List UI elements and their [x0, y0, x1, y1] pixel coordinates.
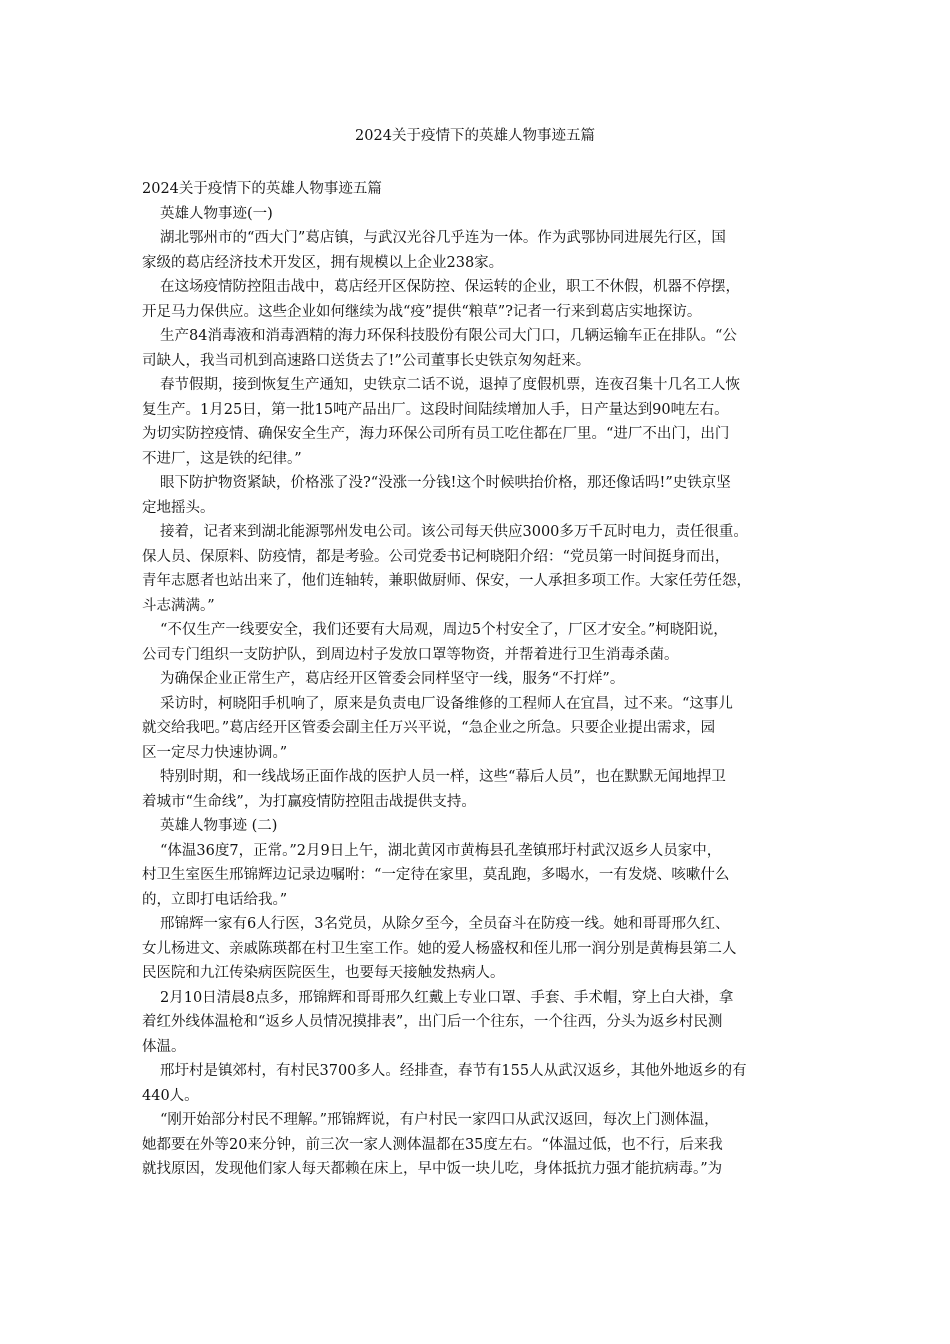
body-line: 村卫生室医生邢锦辉边记录边嘱咐：“一定待在家里，莫乱跑，多喝水，一有发烧、咳嗽什么: [142, 867, 730, 883]
body-line: 着红外线体温枪和“返乡人员情况摸排表”，出门后一个往东，一个往西，分头为返乡村民测: [142, 1014, 723, 1030]
body-line: 生产84消毒液和消毒酒精的海力环保科技股份有限公司大门口，几辆运输车正在排队。“公: [160, 328, 737, 344]
body-line: 采访时，柯晓阳手机响了，原来是负责电厂设备维修的工程师人在宜昌，过不来。“这事儿: [160, 695, 733, 712]
document-title: 2024关于疫情下的英雄人物事迹五篇: [355, 128, 595, 144]
body-line: 定地摇头。: [142, 499, 215, 516]
body-line: 2月10日清晨8点多，邢锦辉和哥哥邢久红戴上专业口罩、手套、手术帽，穿上白大褂，拿: [160, 989, 734, 1006]
body-line: 不进厂，这是铁的纪律。”: [142, 450, 302, 467]
body-line: 公司专门组织一支防护队，到周边村子发放口罩等物资，并帮着进行卫生消毒杀菌。: [142, 646, 679, 663]
body-line: 斗志满满。”: [142, 597, 215, 614]
body-line: 接着，记者来到湖北能源鄂州发电公司。该公司每天供应3000多万千瓦时电力，责任很重。: [160, 524, 748, 540]
body-line: 体温。: [142, 1038, 186, 1055]
body-line: 为切实防控疫情、确保安全生产，海力环保公司所有员工吃住都在厂里。“进厂不出门，出门: [142, 426, 730, 442]
section-heading: 英雄人物事迹(一): [160, 205, 273, 222]
body-line: 家级的葛店经济技术开发区，拥有规模以上企业238家。: [142, 254, 504, 271]
body-line: “体温36度7，正常。”2月9日上午，湖北黄冈市黄梅县孔垄镇邢圩村武汉返乡人员家中，: [160, 842, 722, 859]
section-heading: 英雄人物事迹 (二): [160, 818, 278, 834]
body-line: 2024关于疫情下的英雄人物事迹五篇: [142, 181, 382, 197]
body-line: 民医院和九江传染病医院医生，也要每天接触发热病人。: [142, 965, 505, 981]
body-line: 开足马力保供应。这些企业如何继续为战“疫”提供“粮草”?记者一行来到葛店实地探访。: [142, 303, 702, 320]
body-line: 她都要在外等20来分钟，前三次一家人测体温都在35度左右。“体温过低，也不行，后来我: [142, 1136, 723, 1153]
body-line: 湖北鄂州市的“西大门”葛店镇，与武汉光谷几乎连为一体。作为武鄂协同进展先行区，国: [160, 230, 726, 246]
body-line: 邢圩村是镇郊村，有村民3700多人。经排查，春节有155人从武汉返乡，其他外地返乡的有: [160, 1063, 747, 1079]
body-line: 眼下防护物资紧缺，价格涨了没?“没涨一分钱!这个时候哄抬价格，那还像话吗!”史铁京坚: [160, 475, 731, 491]
body-line: 区一定尽力快速协调。”: [142, 744, 288, 761]
body-line: 春节假期，接到恢复生产通知，史铁京二话不说，退掉了度假机票，连夜召集十几名工人恢: [160, 377, 740, 393]
body-line: 就找原因，发现他们家人每天都赖在床上，早中饭一块儿吃，身体抵抗力强才能抗病毒。”为: [142, 1161, 723, 1177]
body-line: 就交给我吧。”葛店经开区管委会副主任万兴平说，“急企业之所急。只要企业提出需求，园: [142, 720, 716, 736]
body-line: “不仅生产一线要安全，我们还要有大局观，周边5个村安全了，厂区才安全。”柯晓阳说，: [160, 622, 728, 638]
body-line: 着城市“生命线”，为打赢疫情防控阻击战提供支持。: [142, 793, 476, 810]
body-line: “刚开始部分村民不理解。”邢锦辉说，有户村民一家四口从武汉返回，每次上门测体温，: [160, 1112, 719, 1128]
body-line: 复生产。1月25日，第一批15吨产品出厂。这段时间陆续增加人手，日产量达到90吨左右。: [142, 401, 729, 418]
document-body: [142, 177, 812, 1182]
body-line: 青年志愿者也站出来了，他们连轴转，兼职做厨师、保安，一人承担多项工作。大家任劳任怨，: [142, 573, 751, 589]
body-line: 的，立即打电话给我。”: [142, 891, 288, 908]
body-line: 特别时期，和一线战场正面作战的医护人员一样，这些“幕后人员”，也在默默无闻地捍卫: [160, 769, 726, 785]
body-line: 女儿杨进文、亲戚陈瑛都在村卫生室工作。她的爱人杨盛权和侄儿邢一润分别是黄梅县第二人: [142, 940, 737, 957]
body-line: 为确保企业正常生产，葛店经开区管委会同样坚守一线，服务“不打烊”。: [160, 671, 625, 687]
body-line: 保人员、保原料、防疫情，都是考验。公司党委书记柯晓阳介绍：“党员第一时间挺身而出，: [142, 548, 730, 565]
body-line: 司缺人，我当司机到高速路口送货去了!”公司董事长史铁京匆匆赶来。: [142, 352, 591, 369]
body-line: 邢锦辉一家有6人行医，3名党员，从除夕至今，全员奋斗在防疫一线。她和哥哥邢久红、: [160, 916, 730, 932]
body-line: 在这场疫情防控阻击战中，葛店经开区保防控、保运转的企业，职工不休假，机器不停摆，: [160, 279, 740, 295]
body-line: 440人。: [142, 1087, 199, 1104]
